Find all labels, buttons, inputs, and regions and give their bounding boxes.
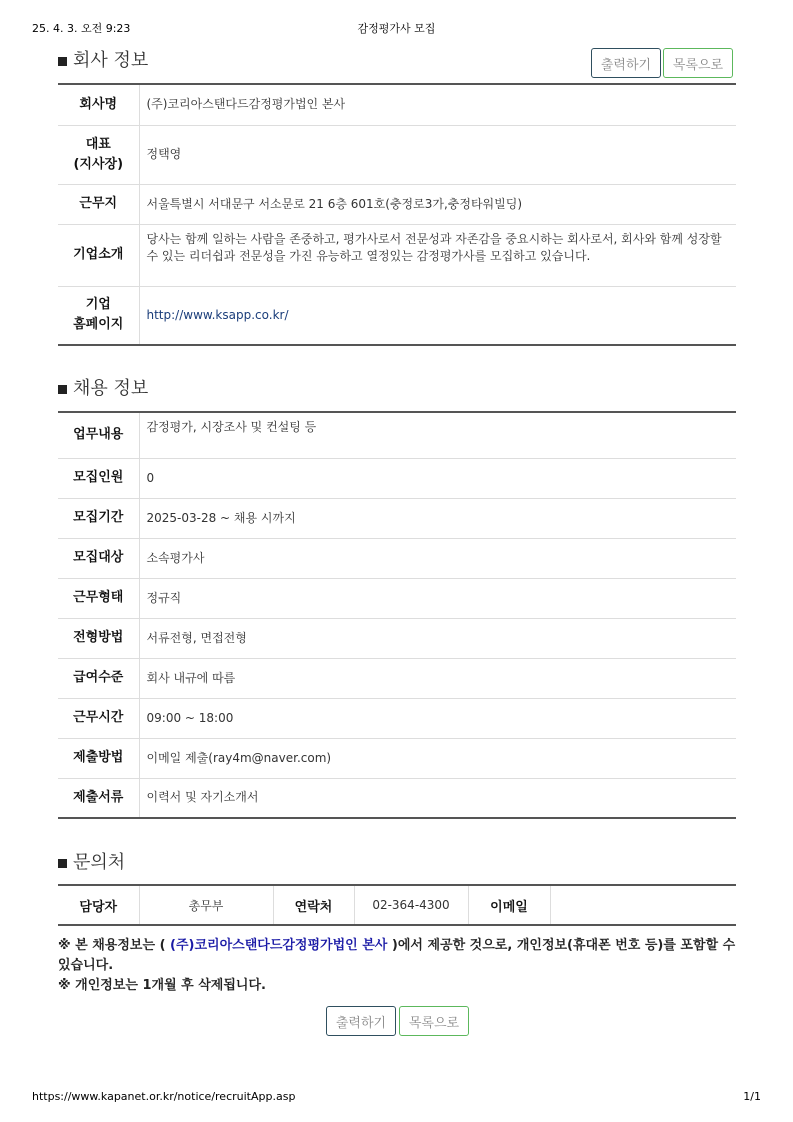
employment-type-value: 정규직	[139, 578, 736, 618]
period-label: 모집기간	[58, 498, 139, 538]
job-info-table	[58, 411, 736, 819]
company-info-title: 회사 정보	[73, 50, 149, 71]
notice-line1	[58, 936, 738, 976]
manager-label: 담당자	[58, 885, 139, 925]
table-row	[58, 84, 736, 125]
job-duty-value: 감정평가, 시장조사 및 컨설팅 등	[139, 412, 736, 458]
headcount-value: 0	[139, 458, 736, 498]
period-value: 2025-03-28 ~ 채용 시까지	[139, 498, 736, 538]
salary-label: 급여수준	[58, 658, 139, 698]
job-duty-label: 업무내용	[58, 412, 139, 458]
print-date: 25. 4. 3. 오전 9:23	[32, 22, 131, 35]
square-bullet-icon	[58, 385, 67, 394]
ceo-label-line1: 대표	[85, 136, 111, 152]
target-label: 모집대상	[58, 538, 139, 578]
company-name-value: (주)코리아스탠다드감정평가법인 본사	[139, 84, 736, 125]
print-header	[32, 20, 761, 36]
homepage-url[interactable]: http://www.ksapp.co.kr/	[146, 307, 289, 322]
homepage-label	[58, 286, 139, 345]
submission-method-value: 이메일 제출(ray4m@naver.com)	[139, 738, 736, 778]
company-info-table	[58, 83, 736, 346]
selection-value: 서류전형, 면접전형	[139, 618, 736, 658]
table-row	[58, 458, 736, 498]
privacy-notice	[58, 936, 738, 996]
notice-suffix: )에서 제공한 것으로, 개인정보(휴대폰 번호 등)를 포함할 수 있습니다.	[58, 938, 736, 973]
selection-label: 전형방법	[58, 618, 139, 658]
ceo-value: 정택영	[139, 125, 736, 184]
employment-type-label: 근무형태	[58, 578, 139, 618]
job-info-title: 채용 정보	[73, 378, 149, 399]
salary-value: 회사 내규에 따름	[139, 658, 736, 698]
table-row	[58, 778, 736, 818]
print-title: 감정평가사 모집	[357, 22, 436, 35]
table-row	[58, 738, 736, 778]
headcount-label: 모집인원	[58, 458, 139, 498]
homepage-label-line2: 홈페이지	[73, 317, 124, 333]
table-row	[58, 578, 736, 618]
print-footer	[32, 1090, 761, 1106]
phone-label: 연락처	[273, 885, 354, 925]
table-row	[58, 885, 736, 925]
company-info-heading	[58, 47, 148, 71]
job-info-heading	[58, 375, 148, 399]
submission-method-label: 제출방법	[58, 738, 139, 778]
list-button-bottom[interactable]: 목록으로	[399, 1006, 469, 1036]
square-bullet-icon	[58, 57, 67, 66]
contact-table	[58, 884, 736, 926]
table-row	[58, 498, 736, 538]
ceo-label	[58, 125, 139, 184]
table-row	[58, 286, 736, 345]
manager-value: 총무부	[139, 885, 273, 925]
location-label: 근무지	[58, 184, 139, 224]
table-row	[58, 658, 736, 698]
table-row	[58, 618, 736, 658]
homepage-link[interactable]	[139, 286, 736, 345]
table-row	[58, 698, 736, 738]
table-row	[58, 538, 736, 578]
location-value: 서울특별시 서대문구 서소문로 21 6층 601호(충정로3가,충정타워빌딩)	[139, 184, 736, 224]
square-bullet-icon	[58, 859, 67, 868]
list-button-top[interactable]: 목록으로	[663, 48, 733, 78]
print-button-top[interactable]: 출력하기	[591, 48, 661, 78]
print-url: https://www.kapanet.or.kr/notice/recruitApp.asp	[32, 1090, 296, 1103]
top-buttons	[591, 48, 724, 78]
notice-company: (주)코리아스탠다드감정평가법인 본사	[170, 938, 388, 953]
notice-prefix: ※ 본 채용정보는 (	[58, 938, 171, 953]
ceo-label-line2: (지사장)	[73, 156, 124, 172]
table-row	[58, 184, 736, 224]
table-row	[58, 412, 736, 458]
bottom-buttons	[326, 1006, 470, 1036]
target-value: 소속평가사	[139, 538, 736, 578]
print-button-bottom[interactable]: 출력하기	[326, 1006, 396, 1036]
phone-value: 02-364-4300	[354, 885, 468, 925]
email-label: 이메일	[468, 885, 550, 925]
contact-heading	[58, 849, 125, 873]
table-row	[58, 224, 736, 286]
notice-line2: ※ 개인정보는 1개월 후 삭제됩니다.	[58, 978, 266, 993]
documents-value: 이력서 및 자기소개서	[146, 790, 259, 805]
intro-label: 기업소개	[58, 224, 139, 286]
documents-label: 제출서류	[58, 778, 139, 818]
contact-title: 문의처	[73, 852, 126, 873]
homepage-label-line1: 기업	[85, 297, 111, 313]
hours-label: 근무시간	[58, 698, 139, 738]
company-name-label: 회사명	[58, 84, 139, 125]
intro-value: 당사는 함께 일하는 사람을 존중하고, 평가사로서 전문성과 자존감을 중요시하는 회사로서, 회사와 함께 성장할 수 있는 리더쉽과 전문성을 가진 유능하고 열정있는 감정평가사를 모집하고 있습니다.	[139, 224, 736, 286]
page-count: 1/1	[743, 1090, 761, 1103]
table-row	[58, 125, 736, 184]
email-value	[550, 885, 736, 925]
hours-value: 09:00 ~ 18:00	[139, 698, 736, 738]
